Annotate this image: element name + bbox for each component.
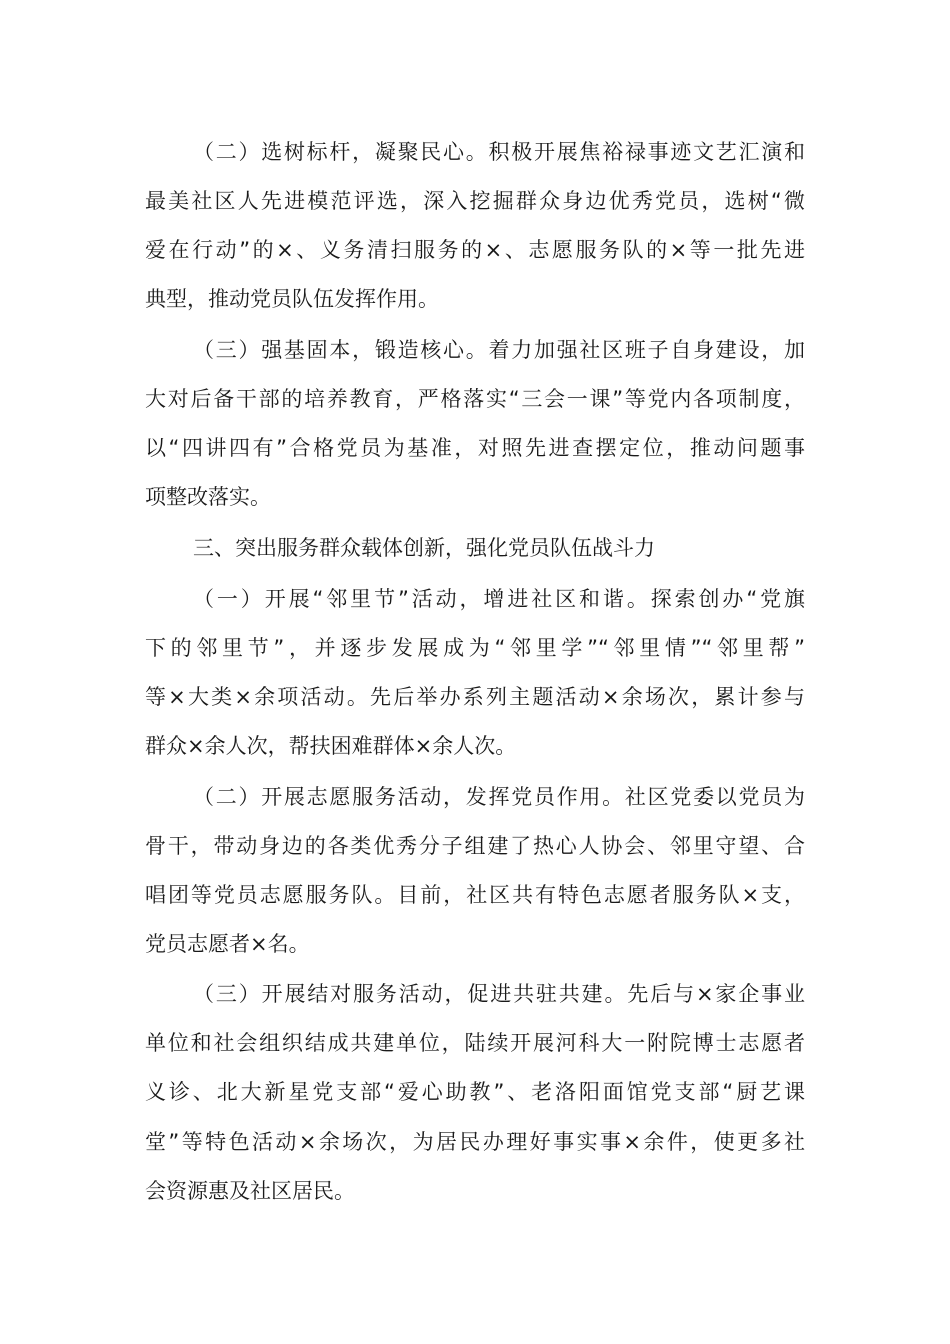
paragraph-5-line-3: 义诊、北大新星党支部“爱心助教”、老洛阳面馆党支部“厨艺课 [145,1080,805,1104]
paragraph-3-line-4: 群众×余人次，帮扶困难群体×余人次。 [145,734,517,758]
paragraph-4-line-3: 唱团等党员志愿服务队。目前，社区共有特色志愿者服务队×支， [145,883,805,907]
paragraph-5-line-4: 堂”等特色活动×余场次，为居民办理好事实事×余件，使更多社 [145,1130,805,1154]
paragraph-5-line-2: 单位和社会组织结成共建单位，陆续开展河科大一附院博士志愿者 [145,1031,805,1055]
section-heading: 三、突出服务群众载体创新，强化党员队伍战斗力 [193,536,655,560]
paragraph-1-line-3: 爱在行动”的×、义务清扫服务的×、志愿服务队的×等一批先进 [145,238,805,262]
paragraph-1-line-4: 典型，推动党员队伍发挥作用。 [145,287,439,311]
paragraph-4-line-4: 党员志愿者×名。 [145,932,310,956]
paragraph-1-line-2: 最美社区人先进模范评选，深入挖掘群众身边优秀党员，选树“微 [145,189,805,213]
paragraph-5-line-5: 会资源惠及社区居民。 [145,1179,355,1203]
paragraph-2-line-3: 以“四讲四有”合格党员为基准，对照先进查摆定位，推动问题事 [145,436,805,460]
paragraph-4-line-2: 骨干，带动身边的各类优秀分子组建了热心人协会、邻里守望、合 [145,834,805,858]
paragraph-1-line-1: （二）选树标杆，凝聚民心。积极开展焦裕禄事迹文艺汇演和 [193,140,805,164]
paragraph-2-line-4: 项整改落实。 [145,485,271,509]
paragraph-2-line-2: 大对后备干部的培养教育，严格落实“三会一课”等党内各项制度， [145,387,805,411]
paragraph-5-line-1: （三）开展结对服务活动，促进共驻共建。先后与×家企事业 [193,982,805,1006]
paragraph-3-line-3: 等×大类×余项活动。先后举办系列主题活动×余场次，累计参与 [145,685,805,709]
paragraph-3-line-2: 下的邻里节”，并逐步发展成为“邻里学”“邻里情”“邻里帮” [145,636,805,660]
paragraph-4-line-1: （二）开展志愿服务活动，发挥党员作用。社区党委以党员为 [193,785,805,809]
paragraph-3-line-1: （一）开展“邻里节”活动，增进社区和谐。探索创办“党旗 [193,587,805,611]
paragraph-2-line-1: （三）强基固本，锻造核心。着力加强社区班子自身建设，加 [193,338,805,362]
